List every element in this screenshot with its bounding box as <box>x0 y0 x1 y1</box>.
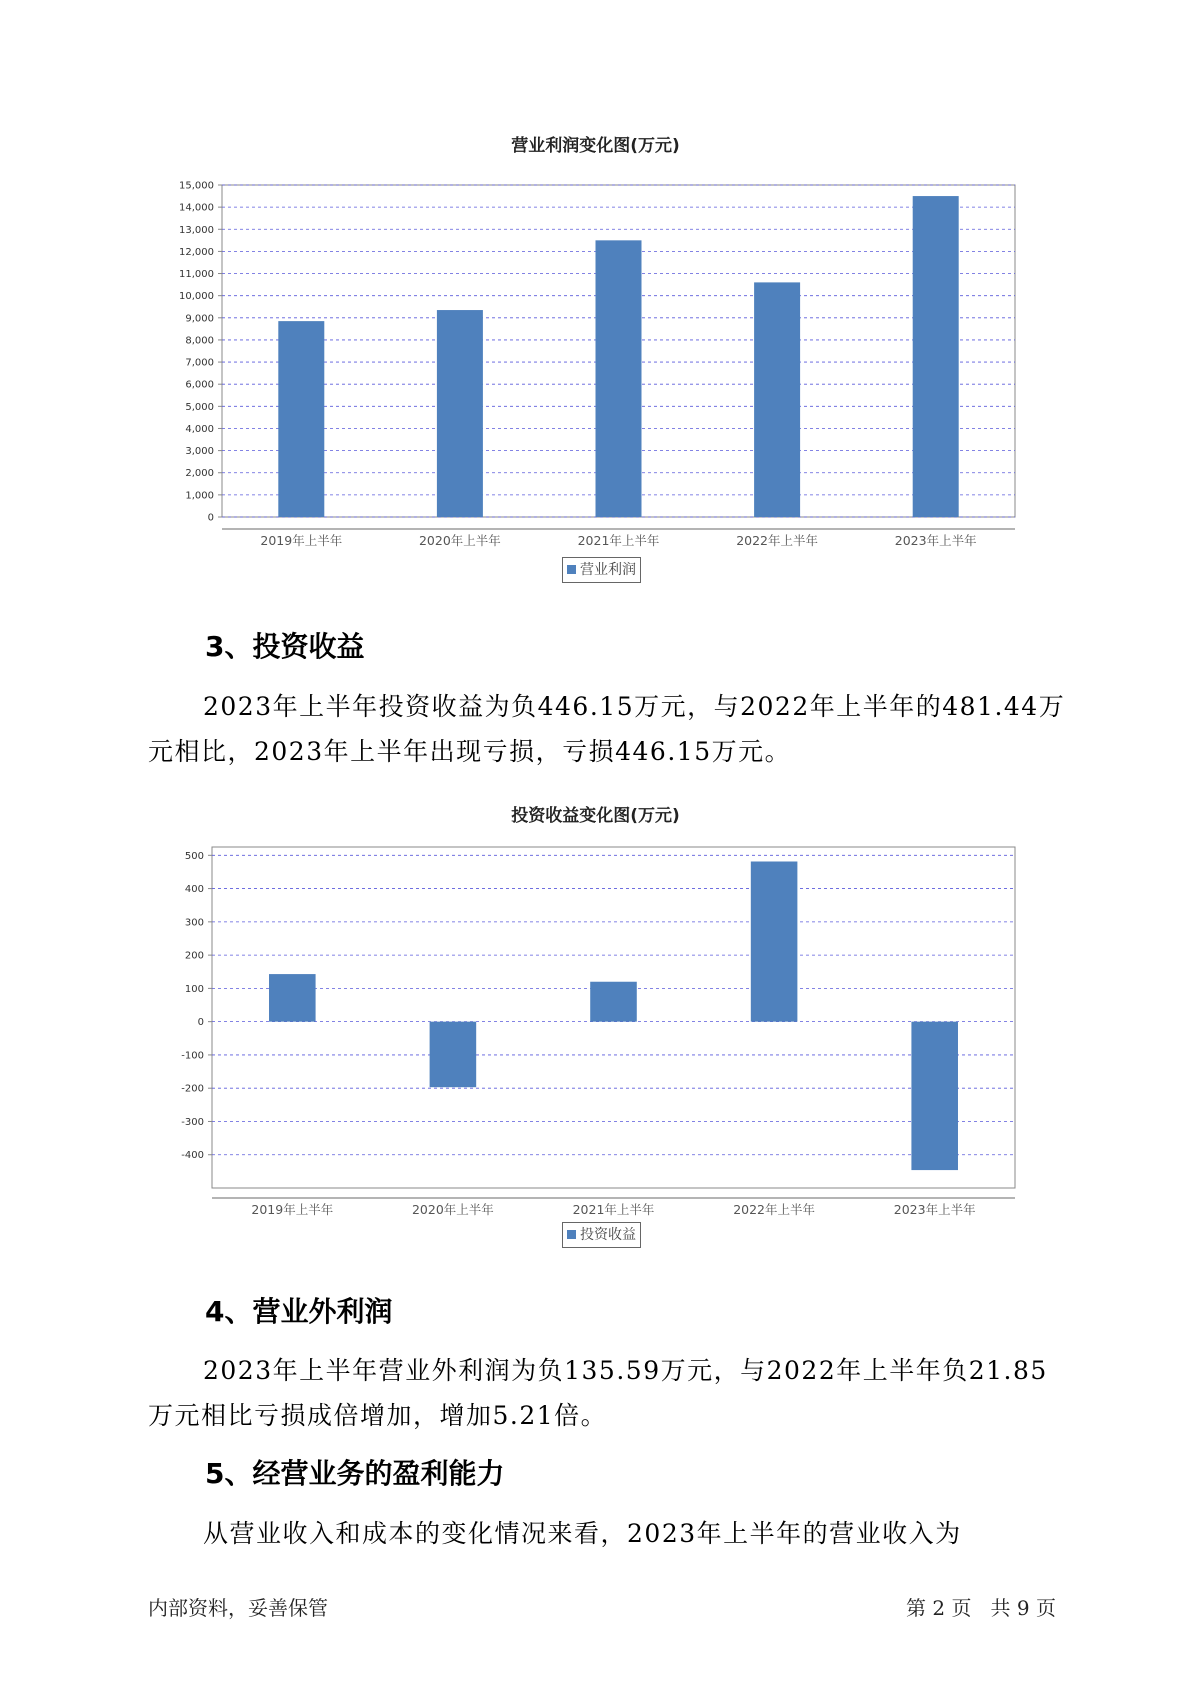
x-tick-label: 2021年上半年 <box>572 1202 655 1217</box>
bar <box>269 974 316 1022</box>
section-3-heading: 3、投资收益 <box>205 630 365 663</box>
footer-confidential: 内部资料，妥善保管 <box>148 1596 328 1620</box>
section-4-paragraph: 2023年上半年营业外利润为负135.59万元，与2022年上半年负21.85万元相比亏损成倍增加，增加5.21倍。 <box>148 1356 1048 1430</box>
operating-profit-chart <box>0 150 1191 550</box>
bar <box>278 321 324 517</box>
legend-swatch <box>567 1230 576 1239</box>
y-tick-label: 500 <box>184 850 204 862</box>
y-tick-label: 11,000 <box>179 269 214 281</box>
x-tick-label: 2019年上半年 <box>260 533 343 548</box>
y-tick-label: 200 <box>184 950 204 962</box>
x-tick-label: 2023年上半年 <box>893 1202 976 1217</box>
y-tick-label: 5,000 <box>185 401 214 413</box>
x-tick-label: 2020年上半年 <box>411 1202 494 1217</box>
x-tick-label: 2022年上半年 <box>736 533 819 548</box>
x-tick-label: 2020年上半年 <box>418 533 501 548</box>
legend-swatch <box>567 565 576 574</box>
y-tick-label: -400 <box>181 1150 204 1162</box>
x-tick-label: 2022年上半年 <box>733 1202 816 1217</box>
section-3-paragraph: 2023年上半年投资收益为负446.15万元，与2022年上半年的481.44万元相比，2023年上半年出现亏损，亏损446.15万元。 <box>148 692 1066 766</box>
chart2-title: 投资收益变化图(万元) <box>511 806 680 826</box>
y-tick-label: -300 <box>181 1116 204 1128</box>
bar <box>437 310 483 517</box>
y-tick-label: 10,000 <box>179 291 214 303</box>
bar <box>430 1022 477 1088</box>
y-tick-label: 4,000 <box>185 423 214 435</box>
chart1-legend-label: 营业利润 <box>580 562 636 578</box>
bar <box>590 982 637 1022</box>
y-tick-label: 3,000 <box>185 446 214 458</box>
y-tick-label: 0 <box>207 512 214 524</box>
bar <box>913 196 959 517</box>
section-5-paragraph: 从营业收入和成本的变化情况来看，2023年上半年的营业收入为 <box>203 1519 962 1548</box>
y-tick-label: 8,000 <box>185 335 214 347</box>
y-tick-label: 6,000 <box>185 379 214 391</box>
y-tick-label: 15,000 <box>179 180 214 192</box>
footer-page-number: 第 2 页 共 9 页 <box>906 1596 1056 1620</box>
x-tick-label: 2023年上半年 <box>894 533 977 548</box>
x-tick-label: 2019年上半年 <box>251 1202 334 1217</box>
y-tick-label: 400 <box>184 884 204 896</box>
y-tick-label: 0 <box>197 1017 204 1029</box>
chart2-legend <box>562 1222 641 1248</box>
y-tick-label: 13,000 <box>179 224 214 236</box>
y-tick-label: 100 <box>184 983 204 995</box>
y-tick-label: 1,000 <box>185 490 214 502</box>
y-tick-label: 300 <box>184 917 204 929</box>
chart1-legend <box>562 557 641 583</box>
section-4-heading: 4、营业外利润 <box>205 1295 393 1328</box>
bar <box>751 861 798 1021</box>
bar <box>754 282 800 517</box>
investment-income-chart <box>0 820 1191 1220</box>
section-5-heading: 5、经营业务的盈利能力 <box>205 1457 505 1490</box>
chart2-legend-label: 投资收益 <box>580 1227 636 1243</box>
y-tick-label: 2,000 <box>185 468 214 480</box>
y-tick-label: -100 <box>181 1050 204 1062</box>
y-tick-label: 7,000 <box>185 357 214 369</box>
bar <box>911 1022 958 1170</box>
y-tick-label: 12,000 <box>179 246 214 258</box>
y-tick-label: 14,000 <box>179 202 214 214</box>
x-tick-label: 2021年上半年 <box>577 533 660 548</box>
bar <box>596 240 642 517</box>
y-tick-label: -200 <box>181 1083 204 1095</box>
y-tick-label: 9,000 <box>185 313 214 325</box>
chart1-title: 营业利润变化图(万元) <box>511 136 680 156</box>
